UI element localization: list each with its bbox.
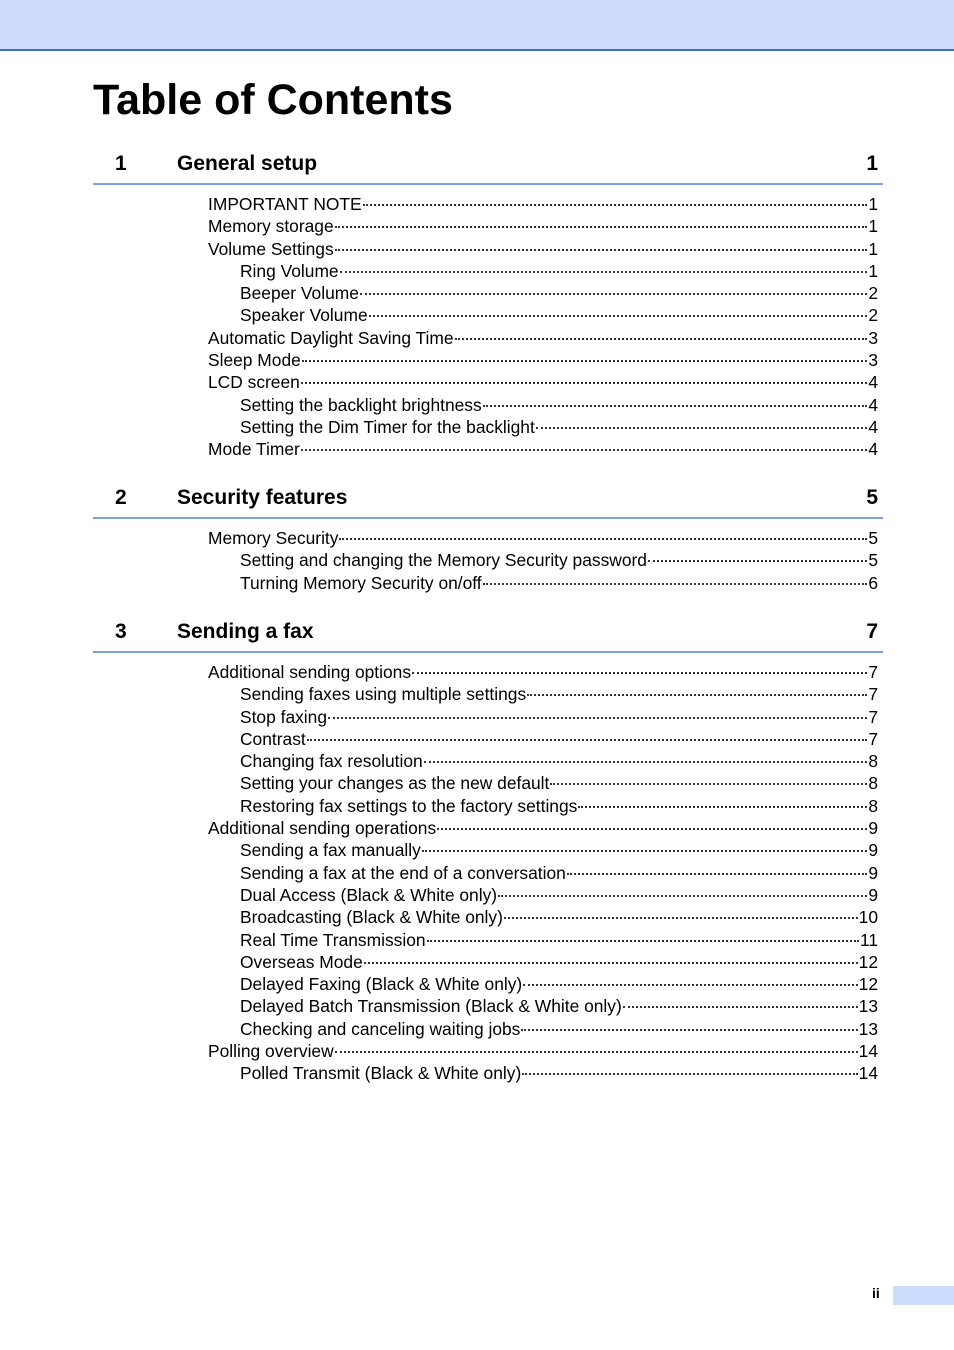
entry-title: Sending a fax at the end of a conversation [240,862,566,883]
toc-entry[interactable] [240,973,878,995]
toc-entries [0,661,954,1085]
entry-page: 8 [868,795,878,816]
toc-entry[interactable] [240,260,878,282]
entry-title: Overseas Mode [240,951,363,972]
toc-entry[interactable] [208,527,878,549]
dot-leader [578,806,867,808]
chapter-title: General setup [177,152,318,175]
entry-page: 7 [868,728,878,749]
toc-entry[interactable] [240,572,878,594]
toc-entry[interactable] [240,862,878,884]
dot-leader [455,338,868,340]
entry-page: 7 [868,684,878,705]
toc-entries [0,193,954,461]
entry-page: 6 [868,572,878,593]
dot-leader [335,226,868,228]
entry-title: Additional sending operations [208,818,437,839]
entry-page: 4 [868,416,878,437]
toc-entry[interactable] [240,884,878,906]
toc-entry[interactable] [208,215,878,237]
entry-title: Setting the Dim Timer for the backlight [240,416,535,437]
chapter-page: 1 [866,152,878,175]
entry-title: Changing fax resolution [240,751,423,772]
chapter-heading[interactable] [93,483,883,519]
entry-page: 4 [868,372,878,393]
dot-leader [567,873,868,875]
entry-page: 9 [868,840,878,861]
toc-entry[interactable] [240,683,878,705]
entry-page: 4 [868,439,878,460]
toc-entry[interactable] [240,906,878,928]
dot-leader [335,249,868,251]
toc-entry[interactable] [240,839,878,861]
dot-leader [335,1051,858,1053]
chapter-title: Sending a fax [177,620,314,643]
toc-entry[interactable] [240,728,878,750]
toc-entry[interactable] [240,549,878,571]
chapter-3 [0,617,954,1085]
chapter-number: 1 [115,152,127,175]
dot-leader [427,940,859,942]
dot-leader [302,360,868,362]
toc-entries [0,527,954,594]
toc-entry[interactable] [240,416,878,438]
dot-leader [527,694,867,696]
toc-entry[interactable] [208,438,878,460]
entry-page: 13 [858,996,878,1017]
dot-leader [340,271,868,273]
entry-title: Setting your changes as the new default [240,773,550,794]
toc-entry[interactable] [208,327,878,349]
entry-page: 5 [868,550,878,571]
dot-leader [360,293,867,295]
header-band [0,0,954,51]
toc-entry[interactable] [208,349,878,371]
entry-title: Real Time Transmission [240,929,426,950]
chapter-number: 3 [115,620,127,643]
entry-page: 1 [868,216,878,237]
dot-leader [369,315,868,317]
entry-title: Broadcasting (Black & White only) [240,907,503,928]
entry-title: Polled Transmit (Black & White only) [240,1063,522,1084]
entry-page: 2 [868,283,878,304]
entry-title: Memory storage [208,216,334,237]
entry-title: Volume Settings [208,238,334,259]
dot-leader [536,427,868,429]
toc-entry[interactable] [240,772,878,794]
chapter-page: 7 [866,620,878,643]
toc-entry[interactable] [208,817,878,839]
entry-page: 1 [868,194,878,214]
chapter-1 [0,149,954,461]
entry-title: Setting and changing the Memory Security password [240,550,647,571]
entry-page: 3 [868,327,878,348]
entry-title: LCD screen [208,372,300,393]
entry-page: 11 [859,929,878,950]
toc-entry[interactable] [208,1040,878,1062]
entry-page: 5 [868,528,878,548]
entry-title: Contrast [240,728,306,749]
toc-entry[interactable] [240,1018,878,1040]
dot-leader [307,739,868,741]
entry-page: 12 [858,951,878,972]
entry-title: Delayed Batch Transmission (Black & White only) [240,996,622,1017]
toc-entry[interactable] [240,795,878,817]
dot-leader [301,382,868,384]
toc-entry[interactable] [208,371,878,393]
dot-leader [483,583,868,585]
entry-page: 8 [868,751,878,772]
entry-page: 10 [858,907,878,928]
entry-title: Checking and canceling waiting jobs [240,1018,521,1039]
dot-leader [412,672,867,674]
toc-entry[interactable] [240,750,878,772]
page-number: ii [872,1285,880,1301]
entry-page: 14 [858,1063,878,1084]
entry-title: Setting the backlight brightness [240,394,482,415]
entry-title: Sleep Mode [208,350,301,371]
entry-page: 12 [858,974,878,995]
entry-title: Delayed Faxing (Black & White only) [240,974,523,995]
dot-leader [522,1073,857,1075]
chapter-heading[interactable] [93,617,883,653]
chapter-title: Security features [177,486,348,509]
entry-page: 2 [868,305,878,326]
entry-title: Speaker Volume [240,305,368,326]
toc-entry[interactable] [240,304,878,326]
toc-entry[interactable] [240,706,878,728]
dot-leader [498,895,867,897]
entry-title: Additional sending options [208,662,412,682]
entry-page: 3 [868,350,878,371]
entry-title: Automatic Daylight Saving Time [208,327,454,348]
toc-entry[interactable] [240,995,878,1017]
dot-leader [363,204,868,206]
entry-title: Beeper Volume [240,283,359,304]
entry-page: 7 [868,662,878,682]
toc-entry[interactable] [208,238,878,260]
dot-leader [424,761,868,763]
dot-leader [550,783,867,785]
toc-entry[interactable] [240,951,878,973]
entry-title: Dual Access (Black & White only) [240,884,498,905]
entry-page: 1 [868,238,878,259]
dot-leader [422,850,868,852]
dot-leader [437,828,867,830]
entry-page: 9 [868,818,878,839]
dot-leader [301,449,868,451]
entry-title: Mode Timer [208,439,300,460]
entry-page: 8 [868,773,878,794]
page-tab [893,1286,954,1305]
chapter-page: 5 [866,486,878,509]
dot-leader [648,560,867,562]
dot-leader [504,917,858,919]
dot-leader [521,1029,857,1031]
entry-page: 7 [868,706,878,727]
chapter-heading[interactable] [93,149,883,185]
toc-entry[interactable] [240,394,878,416]
dot-leader [523,984,857,986]
page-title: Table of Contents [93,76,453,124]
entry-page: 9 [868,884,878,905]
dot-leader [339,538,867,540]
entry-title: Sending a fax manually [240,840,421,861]
entry-title: IMPORTANT NOTE [208,194,362,214]
entry-title: Stop faxing [240,706,328,727]
entry-page: 13 [858,1018,878,1039]
entry-title: Turning Memory Security on/off [240,572,482,593]
dot-leader [328,717,867,719]
toc-entry[interactable] [240,282,878,304]
entry-title: Polling overview [208,1041,334,1062]
entry-page: 4 [868,394,878,415]
dot-leader [364,962,858,964]
chapter-2 [0,483,954,594]
chapter-number: 2 [115,486,127,509]
toc-entry[interactable] [240,1062,878,1084]
entry-page: 9 [868,862,878,883]
dot-leader [483,405,868,407]
entry-title: Restoring fax settings to the factory settings [240,795,578,816]
entry-page: 14 [858,1041,878,1062]
entry-page: 1 [868,260,878,281]
entry-title: Memory Security [208,528,339,548]
entry-title: Sending faxes using multiple settings [240,684,527,705]
toc-entry[interactable] [208,661,878,683]
dot-leader [623,1006,858,1008]
entry-title: Ring Volume [240,260,339,281]
toc-entry[interactable] [208,193,878,215]
toc-entry[interactable] [240,929,878,951]
